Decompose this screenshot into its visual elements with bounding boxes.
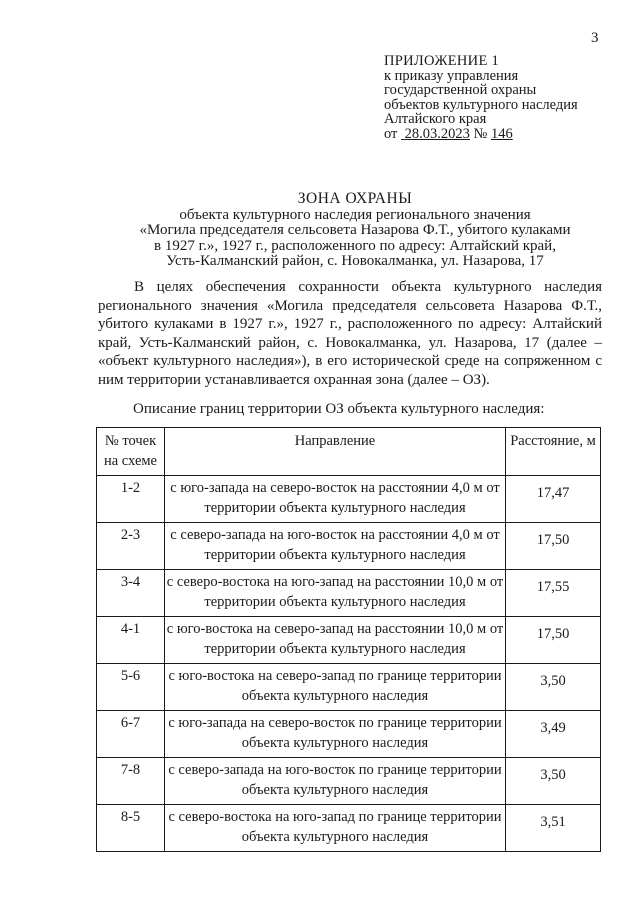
cell-points: 6-7 (97, 711, 165, 758)
table-row (97, 617, 601, 664)
appendix-date-line (384, 127, 634, 142)
header-distance: Расстояние, м (506, 428, 601, 476)
table-header-row (97, 428, 601, 476)
appendix-line: государственной охраны (384, 82, 537, 98)
cell-points: 7-8 (97, 758, 165, 805)
cell-direction: с северо-востока на юго-запад по границе территории объекта культурного наследия (165, 805, 506, 852)
cell-points: 5-6 (97, 664, 165, 711)
cell-points: 1-2 (97, 476, 165, 523)
cell-points: 4-1 (97, 617, 165, 664)
table-row (97, 711, 601, 758)
appendix-line: к приказу управления (384, 67, 519, 84)
appendix-line: Алтайского края (384, 111, 487, 127)
table-row (97, 805, 601, 852)
cell-distance: 3,50 (506, 664, 601, 711)
cell-distance: 17,55 (506, 570, 601, 617)
header-points: № точек на схеме (97, 428, 165, 476)
boundaries-table (96, 427, 601, 852)
cell-distance: 17,47 (506, 476, 601, 523)
appendix-line: объектов культурного наследия (384, 96, 578, 113)
appendix-block (384, 54, 634, 141)
cell-distance: 3,51 (506, 805, 601, 852)
date-prefix: от (384, 125, 398, 142)
cell-direction: с юго-востока на северо-запад по границе территории объекта культурного наследия (165, 664, 506, 711)
order-number: 146 (491, 125, 513, 142)
table-row (97, 758, 601, 805)
heading-line: «Могила председателя сельсовета Назарова Ф.Т., убитого кулаками (139, 222, 571, 238)
cell-direction: с северо-запада на юго-восток на расстоянии 4,0 м от территории объекта культурного наследия (165, 523, 506, 570)
number-prefix: № (473, 125, 488, 142)
cell-direction: с северо-запада на юго-восток по границе территории объекта культурного наследия (165, 758, 506, 805)
header-direction: Направление (165, 428, 506, 476)
cell-points: 3-4 (97, 570, 165, 617)
heading-line: в 1927 г.», 1927 г., расположенного по адресу: Алтайский край, (154, 237, 556, 254)
heading-title: ЗОНА ОХРАНЫ (297, 190, 413, 207)
table-row (97, 476, 601, 523)
cell-points: 2-3 (97, 523, 165, 570)
order-date: 28.03.2023 (404, 125, 470, 142)
document-heading (120, 191, 590, 270)
cell-distance: 17,50 (506, 523, 601, 570)
cell-direction: с юго-востока на северо-запад на расстоянии 10,0 м от территории объекта культурного наследия (165, 617, 506, 664)
table-caption: Описание границ территории ОЗ объекта культурного наследия: (133, 401, 545, 417)
page-number: 3 (591, 30, 599, 46)
cell-direction: с юго-запада на северо-восток по границе территории объекта культурного наследия (165, 711, 506, 758)
cell-points: 8-5 (97, 805, 165, 852)
heading-line: объекта культурного наследия регионального значения (179, 206, 531, 223)
cell-distance: 3,49 (506, 711, 601, 758)
cell-direction: с северо-востока на юго-запад на расстоянии 10,0 м от территории объекта культурного наследия (165, 570, 506, 617)
heading-line: Усть-Калманский район, с. Новокалманка, ул. Назарова, 17 (166, 253, 544, 269)
cell-distance: 17,50 (506, 617, 601, 664)
table-row (97, 664, 601, 711)
cell-distance: 3,50 (506, 758, 601, 805)
body-paragraph: В целях обеспечения сохранности объекта культурного наследия регионального значения «Могила председателя сельсовета Назарова Ф.Т., убитого кулаками в 1927 г.», 1927 г., расположенного по адресу: Алтайский край, Усть-Калманский район, с. Новокалманка, ул. Назарова, 17 (далее – «объект культурного наследия»), в его исторической среде на сопряженном с ним территории устанавливается охранная зона (далее – ОЗ). (98, 279, 602, 388)
cell-direction: с юго-запада на северо-восток на расстоянии 4,0 м от территории объекта культурного наследия (165, 476, 506, 523)
table-row (97, 523, 601, 570)
appendix-title: ПРИЛОЖЕНИЕ 1 (384, 53, 500, 69)
table-row (97, 570, 601, 617)
